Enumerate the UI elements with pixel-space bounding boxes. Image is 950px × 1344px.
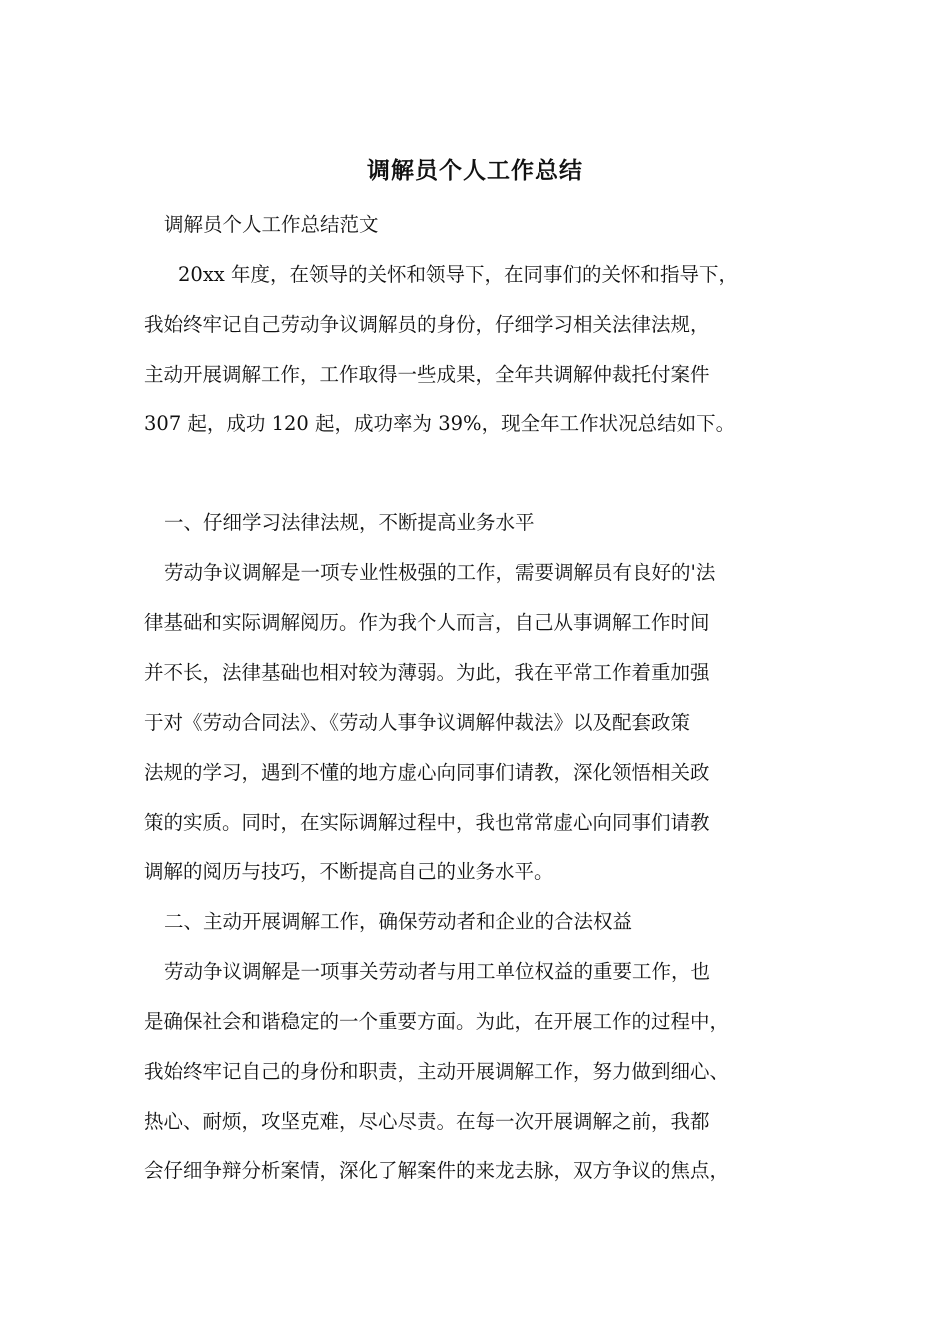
intro-line: 307 起，成功 120 起，成功率为 39%，现全年工作状况总结如下。 — [144, 412, 736, 435]
section1-line: 并不长，法律基础也相对较为薄弱。为此，我在平常工作着重加强 — [144, 661, 710, 684]
section2-heading: 二、主动开展调解工作，确保劳动者和企业的合法权益 — [164, 910, 633, 933]
section1-line: 律基础和实际调解阅历。作为我个人而言，自己从事调解工作时间 — [144, 611, 710, 634]
section2-line: 是确保社会和谐稳定的一个重要方面。为此，在开展工作的过程中， — [144, 1010, 730, 1033]
section1-heading: 一、仔细学习法律法规，不断提高业务水平 — [164, 511, 535, 534]
section1-line: 调解的阅历与技巧，不断提高自己的业务水平。 — [144, 860, 554, 883]
section2-line: 热心、耐烦，攻坚克难，尽心尽责。在每一次开展调解之前，我都 — [144, 1110, 710, 1133]
section2-line: 劳动争议调解是一项事关劳动者与用工单位权益的重要工作，也 — [164, 960, 711, 983]
section1-line: 法规的学习，遇到不懂的地方虚心向同事们请教，深化领悟相关政 — [144, 761, 710, 784]
intro-line: 20xx 年度，在领导的关怀和领导下，在同事们的关怀和指导下， — [178, 263, 739, 286]
section1-line: 于对《劳动合同法》、《劳动人事争议调解仲裁法》以及配套政策 — [144, 711, 691, 734]
section1-line: 策的实质。同时，在实际调解过程中，我也常常虚心向同事们请教 — [144, 811, 710, 834]
intro-line: 我始终牢记自己劳动争议调解员的身份，仔细学习相关法律法规， — [144, 313, 710, 336]
section2-line: 我始终牢记自己的身份和职责，主动开展调解工作，努力做到细心、 — [144, 1060, 730, 1083]
section2-line: 会仔细争辩分析案情，深化了解案件的来龙去脉，双方争议的焦点， — [144, 1159, 730, 1182]
document-subtitle: 调解员个人工作总结范文 — [164, 213, 379, 236]
intro-line: 主动开展调解工作，工作取得一些成果，全年共调解仲裁托付案件 — [144, 363, 710, 386]
document-title: 调解员个人工作总结 — [367, 157, 583, 184]
section1-line: 劳动争议调解是一项专业性极强的工作，需要调解员有良好的'法 — [164, 561, 716, 584]
